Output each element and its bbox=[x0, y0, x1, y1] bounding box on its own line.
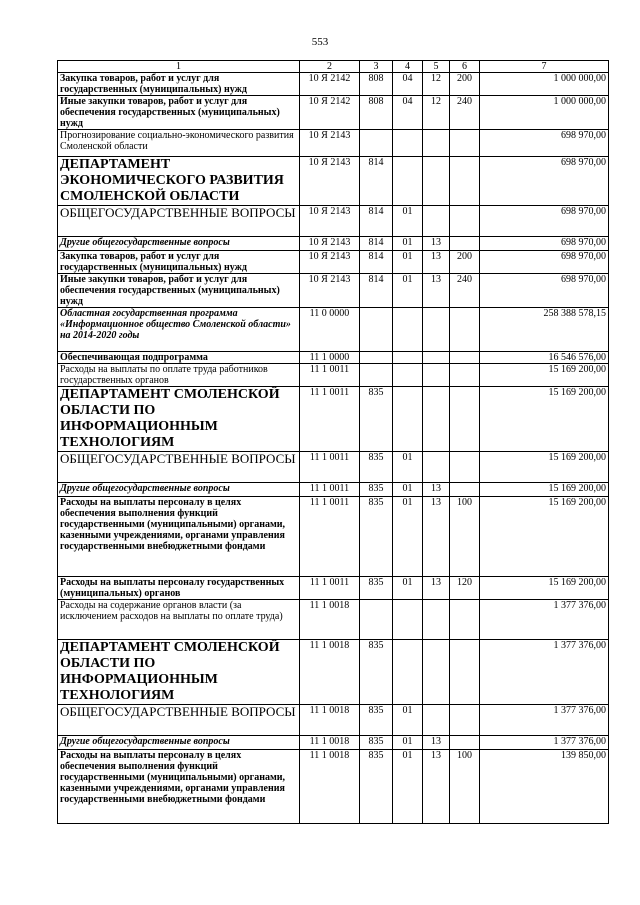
row-subsection-cell: 13 bbox=[423, 497, 450, 577]
row-section-cell bbox=[393, 364, 423, 387]
table-row bbox=[58, 206, 609, 237]
page-number: 553 bbox=[311, 36, 329, 48]
row-section-cell: 01 bbox=[393, 237, 423, 251]
row-subsection-cell: 13 bbox=[423, 251, 450, 274]
row-subsection-cell: 13 bbox=[423, 237, 450, 251]
row-amount-cell: 1 377 376,00 bbox=[480, 640, 609, 705]
row-expense-type-cell bbox=[450, 452, 480, 483]
row-subsection-cell: 13 bbox=[423, 483, 450, 497]
row-subsection-cell: 12 bbox=[423, 73, 450, 96]
row-ministry-cell: 835 bbox=[360, 750, 393, 824]
row-ministry-cell: 835 bbox=[360, 577, 393, 600]
row-subsection-cell: 12 bbox=[423, 96, 450, 130]
row-name-cell: Другие общегосударственные вопросы bbox=[58, 736, 300, 750]
row-subsection-cell: 13 bbox=[423, 736, 450, 750]
table-row bbox=[58, 157, 609, 206]
row-code-cell: 10 Я 2142 bbox=[300, 73, 360, 96]
row-expense-type-cell bbox=[450, 600, 480, 640]
row-subsection-cell: 13 bbox=[423, 577, 450, 600]
row-code-cell: 11 1 0011 bbox=[300, 483, 360, 497]
row-subsection-cell bbox=[423, 705, 450, 736]
row-section-cell: 01 bbox=[393, 251, 423, 274]
row-code-cell: 10 Я 2143 bbox=[300, 157, 360, 206]
row-name-cell: Закупка товаров, работ и услуг для государственных (муниципальных) нужд bbox=[58, 73, 300, 96]
row-ministry-cell bbox=[360, 600, 393, 640]
table-row bbox=[58, 705, 609, 736]
budget-table bbox=[57, 60, 609, 824]
row-expense-type-cell bbox=[450, 157, 480, 206]
row-code-cell: 10 Я 2143 bbox=[300, 274, 360, 308]
row-amount-cell: 1 377 376,00 bbox=[480, 705, 609, 736]
row-ministry-cell: 808 bbox=[360, 96, 393, 130]
header-cell: 6 bbox=[450, 61, 480, 73]
row-subsection-cell bbox=[423, 600, 450, 640]
row-expense-type-cell bbox=[450, 206, 480, 237]
row-code-cell: 10 Я 2142 bbox=[300, 96, 360, 130]
row-section-cell: 01 bbox=[393, 483, 423, 497]
table-row bbox=[58, 736, 609, 750]
row-ministry-cell: 835 bbox=[360, 387, 393, 452]
row-section-cell: 01 bbox=[393, 750, 423, 824]
row-code-cell: 11 1 0011 bbox=[300, 364, 360, 387]
row-amount-cell: 698 970,00 bbox=[480, 157, 609, 206]
table-header-row bbox=[58, 61, 609, 73]
row-ministry-cell bbox=[360, 130, 393, 157]
row-code-cell: 11 1 0011 bbox=[300, 577, 360, 600]
row-name-cell: Расходы на содержание органов власти (за исключением расходов на выплаты по оплате труда) bbox=[58, 600, 300, 640]
row-expense-type-cell bbox=[450, 705, 480, 736]
row-ministry-cell: 835 bbox=[360, 736, 393, 750]
row-name-cell: Иные закупки товаров, работ и услуг для обеспечения государственных (муниципальных) нужд bbox=[58, 274, 300, 308]
row-amount-cell: 15 169 200,00 bbox=[480, 387, 609, 452]
row-code-cell: 11 1 0018 bbox=[300, 750, 360, 824]
row-code-cell: 10 Я 2143 bbox=[300, 130, 360, 157]
row-ministry-cell: 835 bbox=[360, 497, 393, 577]
row-name-cell: Расходы на выплаты по оплате труда работников государственных органов bbox=[58, 364, 300, 387]
row-ministry-cell: 814 bbox=[360, 251, 393, 274]
row-subsection-cell: 13 bbox=[423, 750, 450, 824]
row-subsection-cell bbox=[423, 364, 450, 387]
row-name-cell: Областная государственная программа «Информационное общество Смоленской области» на 2014-2020 годы bbox=[58, 308, 300, 352]
row-subsection-cell: 13 bbox=[423, 274, 450, 308]
row-subsection-cell bbox=[423, 157, 450, 206]
row-expense-type-cell bbox=[450, 483, 480, 497]
row-section-cell bbox=[393, 308, 423, 352]
row-subsection-cell bbox=[423, 352, 450, 364]
row-amount-cell: 15 169 200,00 bbox=[480, 452, 609, 483]
row-ministry-cell: 835 bbox=[360, 705, 393, 736]
row-expense-type-cell bbox=[450, 130, 480, 157]
row-code-cell: 11 1 0000 bbox=[300, 352, 360, 364]
row-code-cell: 11 1 0018 bbox=[300, 736, 360, 750]
row-code-cell: 11 1 0018 bbox=[300, 600, 360, 640]
row-ministry-cell: 808 bbox=[360, 73, 393, 96]
row-expense-type-cell: 200 bbox=[450, 73, 480, 96]
row-ministry-cell bbox=[360, 352, 393, 364]
row-amount-cell: 698 970,00 bbox=[480, 274, 609, 308]
row-code-cell: 11 1 0018 bbox=[300, 705, 360, 736]
row-name-cell: Расходы на выплаты персоналу в целях обеспечения выполнения функций государственными (муниципальными) органами, казенными учреждениями, органами управления государственными внебюджетными фондами bbox=[58, 750, 300, 824]
row-code-cell: 10 Я 2143 bbox=[300, 251, 360, 274]
row-name-cell: ОБЩЕГОСУДАРСТВЕННЫЕ ВОПРОСЫ bbox=[58, 452, 300, 483]
table-row bbox=[58, 130, 609, 157]
row-expense-type-cell: 240 bbox=[450, 96, 480, 130]
row-name-cell: Обеспечивающая подпрограмма bbox=[58, 352, 300, 364]
row-name-cell: ДЕПАРТАМЕНТ ЭКОНОМИЧЕСКОГО РАЗВИТИЯ СМОЛЕНСКОЙ ОБЛАСТИ bbox=[58, 157, 300, 206]
row-ministry-cell: 835 bbox=[360, 452, 393, 483]
row-name-cell: Расходы на выплаты персоналу государственных (муниципальных) органов bbox=[58, 577, 300, 600]
table-row bbox=[58, 274, 609, 308]
row-amount-cell: 258 388 578,15 bbox=[480, 308, 609, 352]
row-subsection-cell bbox=[423, 206, 450, 237]
row-expense-type-cell: 100 bbox=[450, 497, 480, 577]
row-ministry-cell: 814 bbox=[360, 206, 393, 237]
table-row bbox=[58, 251, 609, 274]
row-ministry-cell: 814 bbox=[360, 274, 393, 308]
header-cell: 4 bbox=[393, 61, 423, 73]
row-code-cell: 11 1 0011 bbox=[300, 387, 360, 452]
row-amount-cell: 1 000 000,00 bbox=[480, 96, 609, 130]
row-section-cell bbox=[393, 640, 423, 705]
row-amount-cell: 698 970,00 bbox=[480, 251, 609, 274]
header-cell: 3 bbox=[360, 61, 393, 73]
row-name-cell: Прогнозирование социально-экономического развития Смоленской области bbox=[58, 130, 300, 157]
row-expense-type-cell: 200 bbox=[450, 251, 480, 274]
row-subsection-cell bbox=[423, 387, 450, 452]
row-section-cell: 01 bbox=[393, 497, 423, 577]
header-cell: 5 bbox=[423, 61, 450, 73]
table-row bbox=[58, 577, 609, 600]
row-section-cell: 01 bbox=[393, 736, 423, 750]
row-expense-type-cell bbox=[450, 237, 480, 251]
row-section-cell: 01 bbox=[393, 705, 423, 736]
table-row bbox=[58, 387, 609, 452]
row-section-cell: 01 bbox=[393, 206, 423, 237]
row-code-cell: 11 1 0018 bbox=[300, 640, 360, 705]
row-subsection-cell bbox=[423, 130, 450, 157]
row-name-cell: Другие общегосударственные вопросы bbox=[58, 483, 300, 497]
row-ministry-cell: 835 bbox=[360, 483, 393, 497]
row-name-cell: ДЕПАРТАМЕНТ СМОЛЕНСКОЙ ОБЛАСТИ ПО ИНФОРМАЦИОННЫМ ТЕХНОЛОГИЯМ bbox=[58, 387, 300, 452]
row-expense-type-cell bbox=[450, 387, 480, 452]
row-name-cell: Другие общегосударственные вопросы bbox=[58, 237, 300, 251]
table-row bbox=[58, 237, 609, 251]
row-section-cell bbox=[393, 157, 423, 206]
row-section-cell: 01 bbox=[393, 452, 423, 483]
row-expense-type-cell bbox=[450, 640, 480, 705]
row-amount-cell: 1 000 000,00 bbox=[480, 73, 609, 96]
row-name-cell: ОБЩЕГОСУДАРСТВЕННЫЕ ВОПРОСЫ bbox=[58, 705, 300, 736]
table-row bbox=[58, 600, 609, 640]
table-row bbox=[58, 483, 609, 497]
row-subsection-cell bbox=[423, 308, 450, 352]
row-ministry-cell bbox=[360, 364, 393, 387]
row-section-cell bbox=[393, 130, 423, 157]
row-section-cell bbox=[393, 352, 423, 364]
row-expense-type-cell: 120 bbox=[450, 577, 480, 600]
row-amount-cell: 15 169 200,00 bbox=[480, 577, 609, 600]
row-ministry-cell: 814 bbox=[360, 237, 393, 251]
row-code-cell: 11 1 0011 bbox=[300, 497, 360, 577]
row-subsection-cell bbox=[423, 452, 450, 483]
row-name-cell: Иные закупки товаров, работ и услуг для обеспечения государственных (муниципальных) нужд bbox=[58, 96, 300, 130]
row-name-cell: Расходы на выплаты персоналу в целях обеспечения выполнения функций государственными (муниципальными) органами, казенными учреждениями, органами управления государственными внебюджетными фондами bbox=[58, 497, 300, 577]
row-amount-cell: 139 850,00 bbox=[480, 750, 609, 824]
table-row bbox=[58, 73, 609, 96]
row-amount-cell: 698 970,00 bbox=[480, 130, 609, 157]
row-expense-type-cell bbox=[450, 352, 480, 364]
row-code-cell: 10 Я 2143 bbox=[300, 206, 360, 237]
row-section-cell: 01 bbox=[393, 577, 423, 600]
row-expense-type-cell: 100 bbox=[450, 750, 480, 824]
table-row bbox=[58, 640, 609, 705]
table-body bbox=[58, 61, 609, 824]
table-row bbox=[58, 497, 609, 577]
row-code-cell: 11 0 0000 bbox=[300, 308, 360, 352]
table-row bbox=[58, 750, 609, 824]
table-row bbox=[58, 96, 609, 130]
row-name-cell: ДЕПАРТАМЕНТ СМОЛЕНСКОЙ ОБЛАСТИ ПО ИНФОРМАЦИОННЫМ ТЕХНОЛОГИЯМ bbox=[58, 640, 300, 705]
row-expense-type-cell bbox=[450, 364, 480, 387]
row-ministry-cell bbox=[360, 308, 393, 352]
table-row bbox=[58, 352, 609, 364]
row-subsection-cell bbox=[423, 640, 450, 705]
row-ministry-cell: 835 bbox=[360, 640, 393, 705]
row-code-cell: 11 1 0011 bbox=[300, 452, 360, 483]
row-amount-cell: 16 546 576,00 bbox=[480, 352, 609, 364]
row-expense-type-cell bbox=[450, 736, 480, 750]
row-ministry-cell: 814 bbox=[360, 157, 393, 206]
row-expense-type-cell bbox=[450, 308, 480, 352]
table-row bbox=[58, 308, 609, 352]
header-cell: 1 bbox=[58, 61, 300, 73]
row-amount-cell: 15 169 200,00 bbox=[480, 483, 609, 497]
row-amount-cell: 1 377 376,00 bbox=[480, 736, 609, 750]
row-expense-type-cell: 240 bbox=[450, 274, 480, 308]
row-code-cell: 10 Я 2143 bbox=[300, 237, 360, 251]
header-cell: 2 bbox=[300, 61, 360, 73]
row-section-cell bbox=[393, 387, 423, 452]
row-amount-cell: 15 169 200,00 bbox=[480, 364, 609, 387]
row-amount-cell: 15 169 200,00 bbox=[480, 497, 609, 577]
row-section-cell bbox=[393, 600, 423, 640]
header-cell: 7 bbox=[480, 61, 609, 73]
row-name-cell: Закупка товаров, работ и услуг для государственных (муниципальных) нужд bbox=[58, 251, 300, 274]
row-section-cell: 04 bbox=[393, 73, 423, 96]
row-amount-cell: 698 970,00 bbox=[480, 237, 609, 251]
table-row bbox=[58, 452, 609, 483]
row-amount-cell: 1 377 376,00 bbox=[480, 600, 609, 640]
row-section-cell: 04 bbox=[393, 96, 423, 130]
row-amount-cell: 698 970,00 bbox=[480, 206, 609, 237]
table-row bbox=[58, 364, 609, 387]
row-section-cell: 01 bbox=[393, 274, 423, 308]
row-name-cell: ОБЩЕГОСУДАРСТВЕННЫЕ ВОПРОСЫ bbox=[58, 206, 300, 237]
